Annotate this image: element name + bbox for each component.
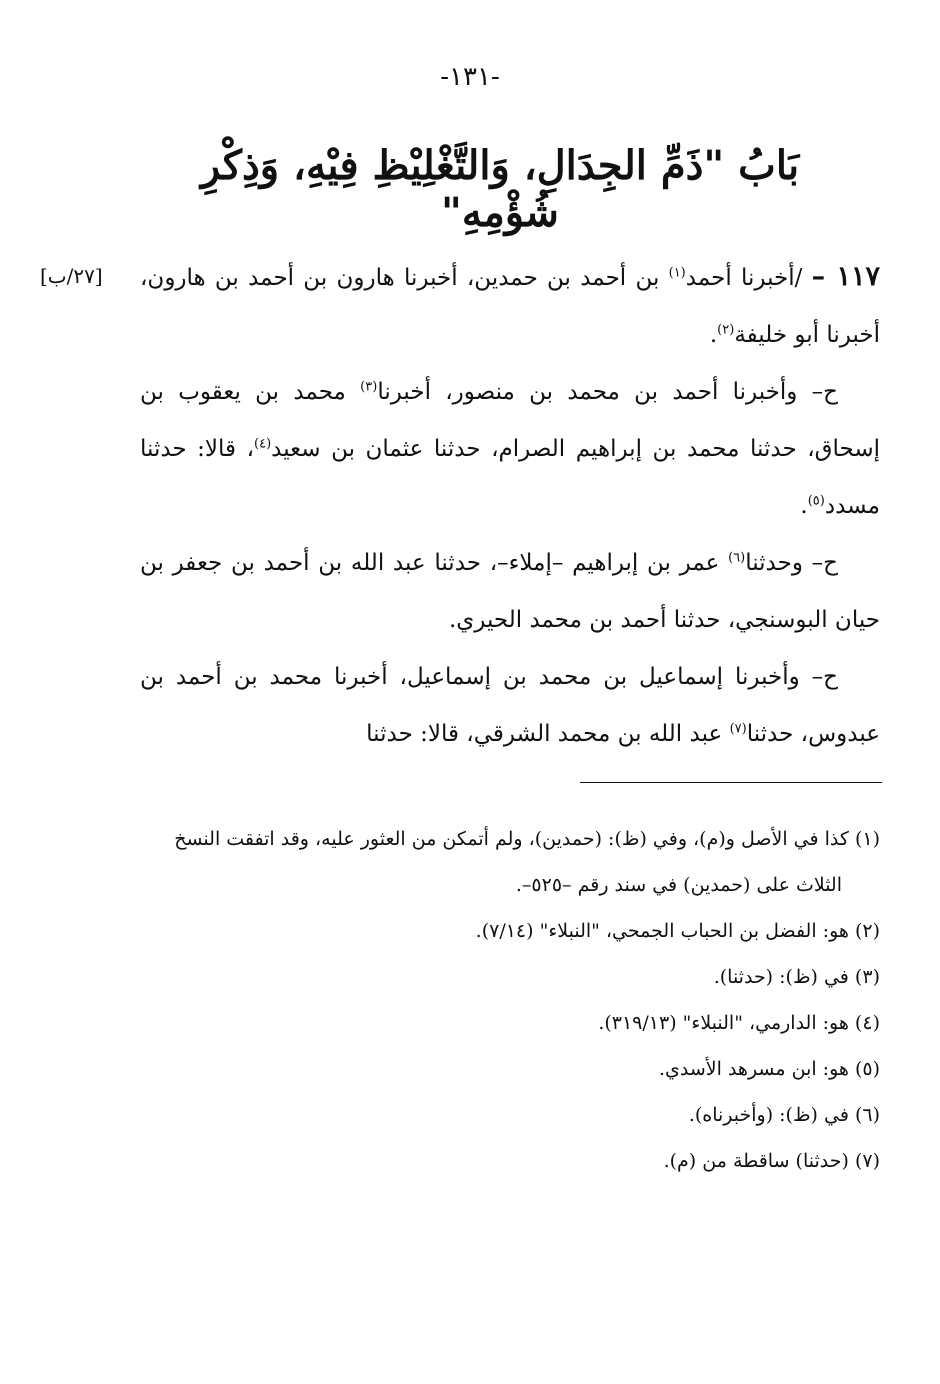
hadith-paragraph-3 [140, 535, 880, 649]
hadith-paragraph-4 [140, 649, 880, 763]
footnote-ref-1[interactable]: (١) [668, 265, 686, 281]
footnote-ref-6[interactable]: (٦) [728, 550, 746, 566]
text-span: عبد الله بن محمد الشرقي، قالا: حدثنا [366, 721, 730, 747]
footnote-2: (٢) هو: الفضل بن الحباب الجمحي، "النبلاء" (٧/١٤). [475, 920, 880, 942]
folio-marginal-note: [٢٧/ب] [40, 264, 103, 288]
footnote-ref-3[interactable]: (٣) [360, 379, 378, 395]
footnote-1-line-2: الثلاث على (حمدين) في سند رقم –٥٢٥–. [515, 874, 842, 896]
hadith-paragraph-1 [140, 248, 880, 364]
text-span: ح– وأخبرنا إسماعيل بن محمد بن إسماعيل، أخبرنا محمد بن أحمد بن عبدوس، حدثنا [140, 664, 880, 747]
footnote-6: (٦) في (ظ): (وأخبرناه). [688, 1104, 880, 1126]
chapter-title: بَابُ "ذَمِّ الجِدَالِ، وَالتَّغْلِيْظِ فِيْهِ، وَذِكْرِ شُؤْمِهِ" [200, 142, 800, 236]
footnotes [140, 816, 880, 1184]
footnote-4: (٤) هو: الدارمي، "النبلاء" (٣١٩/١٣). [598, 1012, 880, 1034]
text-span: عمر بن إبراهيم –إملاء–، حدثنا عبد الله بن أحمد بن جعفر بن حيان البوسنجي، حدثنا أحمد بن محمد الحيري. [140, 550, 880, 633]
hadith-text [140, 248, 880, 763]
text-span: ح– وأخبرنا أحمد بن محمد بن منصور، أخبرنا [377, 379, 839, 405]
hadith-paragraph-2 [140, 364, 880, 535]
footnote-7: (٧) (حدثنا) ساقطة من (م). [663, 1150, 880, 1172]
footnote-3: (٣) في (ظ): (حدثنا). [713, 966, 880, 988]
text-span: ح– وحدثنا [745, 550, 839, 576]
text-span: . [800, 493, 808, 519]
text-span: بن أحمد بن حمدين، أخبرنا هارون بن أحمد بن هارون، أخبرنا أبو خليفة [140, 265, 880, 348]
footnote-ref-7[interactable]: (٧) [729, 721, 747, 737]
hadith-number: ١١٧ – [811, 261, 880, 292]
text-span: /أخبرنا أحمد [685, 265, 812, 291]
footnote-separator [580, 782, 882, 783]
footnote-ref-2[interactable]: (٢) [717, 322, 735, 338]
footnote-ref-5[interactable]: (٥) [807, 493, 825, 509]
text-span: محمد بن يعقوب بن إسحاق، حدثنا محمد بن إبراهيم الصرام، حدثنا عثمان بن سعيد [140, 379, 880, 462]
footnote-1-line-1: (١) كذا في الأصل و(م)، وفي (ظ): (حمدين)، ولم أتمكن من العثور عليه، وقد اتفقت النسخ [174, 828, 880, 850]
text-span: . [709, 322, 718, 348]
text-span: ، قالا: حدثنا مسدد [140, 436, 880, 519]
page-number: -١٣١- [440, 62, 500, 92]
footnote-ref-4[interactable]: (٤) [254, 436, 272, 452]
footnote-5: (٥) هو: ابن مسرهد الأسدي. [659, 1058, 880, 1080]
